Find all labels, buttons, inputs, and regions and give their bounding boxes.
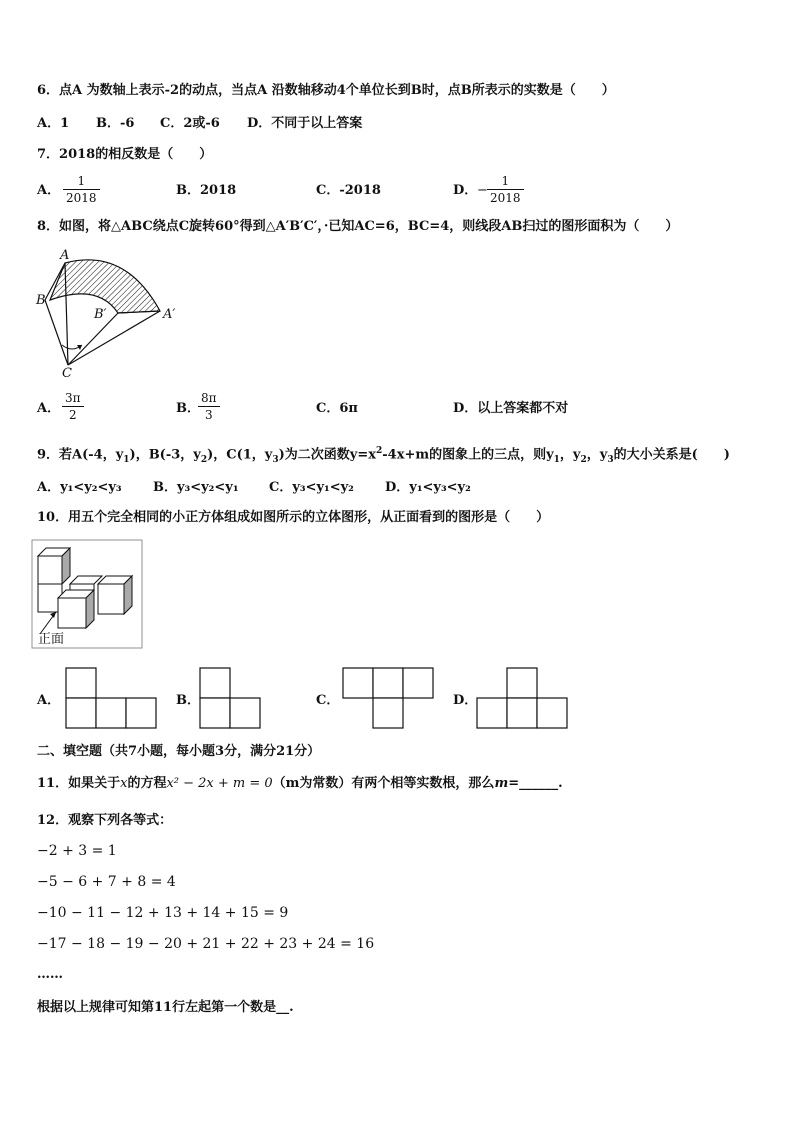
segment-cb	[45, 300, 68, 365]
q10-stem: 10．用五个完全相同的小正方体组成如图所示的立体图形，从正面看到的图形是（ ）	[37, 510, 550, 525]
fig-label-b-prime: B′	[94, 307, 107, 322]
fraction-numerator: 8π	[201, 391, 217, 405]
fraction-denominator: 2018	[63, 189, 100, 205]
front-view-label: 正面	[38, 632, 65, 647]
q10-option-a-label: A．	[37, 693, 61, 708]
q12-equation-3: −10 − 11 − 12 + 13 + 14 + 15 = 9	[37, 905, 289, 921]
q8-option-a-label: A．	[37, 401, 61, 416]
q6-option-d: D．不同于以上答案	[247, 116, 363, 131]
fraction-denominator: 2018	[487, 189, 524, 205]
q9-stem: 9．若A(-4，$y_1$)，B(-3，$y_2$)，C(1，$y_3$)为二次函数$y=x^2-4x+m$的图象上的三点，则$y_1$，$y_2$，$y_3$的大小关系是( )	[37, 446, 730, 465]
q12-ellipsis: ……	[37, 967, 63, 982]
fig-label-a: A	[60, 248, 70, 263]
fig-label-c: C	[62, 366, 72, 381]
fraction-numerator: 1	[77, 174, 86, 188]
q8-option-b-fraction	[198, 391, 220, 422]
fig-label-a-prime: A′	[163, 307, 176, 322]
q10-option-d-label: D．	[453, 693, 478, 708]
fraction-denominator: 2	[62, 406, 84, 422]
q8-option-a-fraction	[62, 391, 84, 422]
q7-option-d-sign: −	[477, 183, 488, 198]
q10-option-b-label: B．	[176, 693, 200, 708]
q10-option-d-figure	[475, 666, 569, 730]
q12-stem: 12．观察下列各等式：	[37, 813, 173, 828]
q7-stem: 7．2018的相反数是（ ）	[37, 147, 213, 162]
q9-option-a: A．y₁<y₂<y₃	[37, 480, 122, 495]
q6-option-b: B．-6	[96, 116, 135, 131]
q7-option-d-fraction	[487, 174, 524, 205]
fraction-denominator: 3	[198, 406, 220, 422]
q6-option-c: C．2或-6	[160, 116, 220, 131]
q7-option-d-label: D．	[453, 183, 478, 198]
q7-option-a-fraction	[63, 174, 100, 205]
q12-equation-2: −5 − 6 + 7 + 8 = 4	[37, 874, 176, 890]
q9-option-c: C．y₃<y₁<y₂	[269, 480, 354, 495]
q7-option-b: B．2018	[176, 183, 237, 198]
q8-option-d: D．以上答案都不对	[453, 401, 569, 416]
q10-option-c-figure	[341, 666, 435, 730]
q10-option-b-figure	[198, 666, 262, 730]
fraction-numerator: 1	[501, 174, 510, 188]
q8-option-b-label: B．	[176, 401, 200, 416]
q12-equation-1: −2 + 3 = 1	[37, 843, 117, 859]
segment-cb-prime	[68, 313, 118, 365]
q12-conclusion: 根据以上规律可知第11行左起第一个数是__.	[37, 1000, 294, 1015]
q11-stem: 11．如果关于x的方程x² − 2x + m = 0（m为常数）有两个相等实数根，那么m=______.	[37, 776, 563, 791]
section-heading-fill-in: 二、填空题（共7小题，每小题3分，满分21分）	[37, 744, 321, 759]
q6-option-a: A．1	[37, 116, 70, 131]
q7-option-c: C．-2018	[316, 183, 381, 198]
q6-stem: 6．点A 为数轴上表示-2的动点，当点A 沿数轴移动4个单位长到B时，点B所表示的实数是（ ）	[37, 83, 615, 98]
q9-option-d: D．y₁<y₃<y₂	[385, 480, 471, 495]
q12-equation-4: −17 − 18 − 19 − 20 + 21 + 22 + 23 + 24 = 16	[37, 936, 375, 952]
q7-option-a-label: A．	[37, 183, 61, 198]
fraction-numerator: 3π	[65, 391, 81, 405]
fig-label-b: B	[36, 293, 46, 308]
q9-option-b: B．y₃<y₂<y₁	[153, 480, 239, 495]
q8-stem: 8．如图，将△ABC绕点C旋转60°得到△A′B′C′，·已知AC=6，BC=4，则线段AB扫过的图形面积为（ ）	[37, 219, 679, 234]
q10-option-c-label: C．	[316, 693, 340, 708]
segment-ca-prime	[68, 311, 160, 365]
q10-option-a-figure	[64, 666, 158, 730]
q8-option-c: C．6π	[316, 401, 358, 416]
